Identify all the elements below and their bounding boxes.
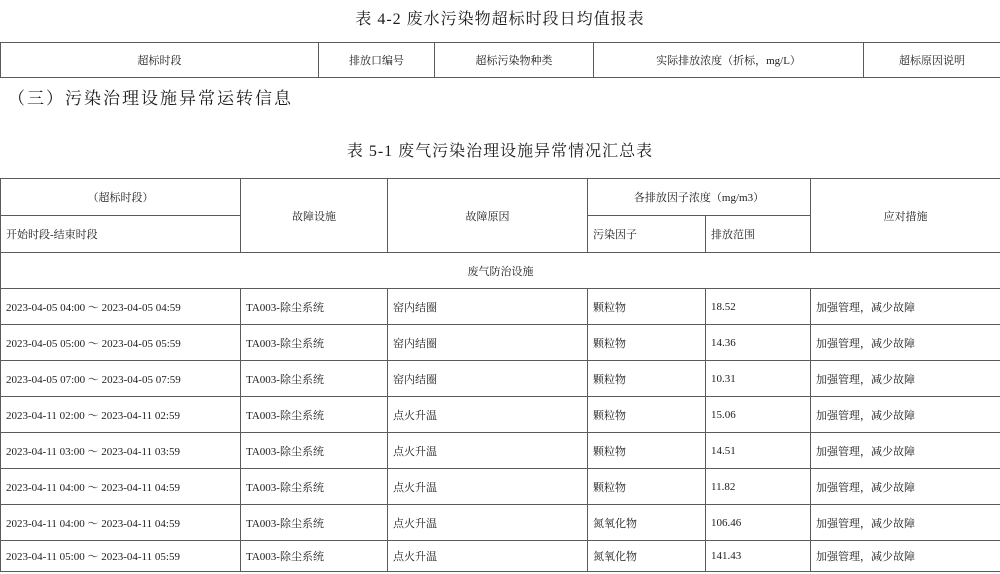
table-row: [1, 397, 1000, 433]
cell-reason: 点火升温: [388, 397, 588, 433]
cell-facility: TA003-除尘系统: [241, 541, 388, 572]
cell-value: 15.06: [706, 397, 811, 433]
table2-header-emission-range: 排放范围: [706, 216, 811, 253]
cell-measure: 加强管理，减少故障: [811, 433, 1000, 469]
table2-header-pollution-factor: 污染因子: [588, 216, 706, 253]
cell-measure: 加强管理，减少故障: [811, 325, 1000, 361]
category-row: [1, 253, 1000, 289]
cell-time: 2023-04-05 04:00 ～ 2023-04-05 04:59: [1, 289, 241, 325]
table-row: [1, 541, 1000, 572]
table1-header-pollutant-type: 超标污染物种类: [435, 43, 594, 78]
cell-facility: TA003-除尘系统: [241, 469, 388, 505]
cell-factor: 颗粒物: [588, 361, 706, 397]
cell-factor: 颗粒物: [588, 397, 706, 433]
cell-facility: TA003-除尘系统: [241, 289, 388, 325]
cell-reason: 窑内结圈: [388, 325, 588, 361]
table1-header-exceedance-period: 超标时段: [1, 43, 319, 78]
cell-reason: 点火升温: [388, 505, 588, 541]
table2-header-fault-reason: 故障原因: [388, 179, 588, 253]
cell-factor: 氮氧化物: [588, 541, 706, 572]
table1-header-outlet-number: 排放口编号: [319, 43, 435, 78]
cell-value: 14.36: [706, 325, 811, 361]
cell-time: 2023-04-05 07:00 ～ 2023-04-05 07:59: [1, 361, 241, 397]
table1-header-actual-concentration: 实际排放浓度（折标，mg/L）: [594, 43, 864, 78]
cell-measure: 加强管理，减少故障: [811, 289, 1000, 325]
cell-factor: 颗粒物: [588, 469, 706, 505]
table-row: [1, 505, 1000, 541]
table1-header-reason: 超标原因说明: [864, 43, 1000, 78]
cell-facility: TA003-除尘系统: [241, 505, 388, 541]
wastewater-exceedance-table: [0, 42, 1000, 78]
table1-title: 表 4-2 废水污染物超标时段日均值报表: [355, 11, 645, 28]
cell-time: 2023-04-11 05:00 ～ 2023-04-11 05:59: [1, 541, 241, 572]
cell-time: 2023-04-11 02:00 ～ 2023-04-11 02:59: [1, 397, 241, 433]
cell-reason: 点火升温: [388, 469, 588, 505]
table2-title: 表 5-1 废气污染治理设施异常情况汇总表: [346, 143, 654, 160]
cell-time: 2023-04-11 04:00 ～ 2023-04-11 04:59: [1, 505, 241, 541]
cell-facility: TA003-除尘系统: [241, 361, 388, 397]
cell-measure: 加强管理，减少故障: [811, 397, 1000, 433]
table2-header-time-group: （超标时段）: [1, 179, 241, 216]
cell-time: 2023-04-11 03:00 ～ 2023-04-11 03:59: [1, 433, 241, 469]
cell-value: 11.82: [706, 469, 811, 505]
cell-measure: 加强管理，减少故障: [811, 541, 1000, 572]
cell-value: 14.51: [706, 433, 811, 469]
cell-reason: 窑内结圈: [388, 361, 588, 397]
table1-header-row: [1, 43, 1000, 78]
cell-facility: TA003-除尘系统: [241, 433, 388, 469]
table-row: [1, 361, 1000, 397]
cell-factor: 颗粒物: [588, 325, 706, 361]
cell-value: 106.46: [706, 505, 811, 541]
cell-factor: 颗粒物: [588, 433, 706, 469]
cell-value: 10.31: [706, 361, 811, 397]
cell-factor: 氮氧化物: [588, 505, 706, 541]
cell-measure: 加强管理，减少故障: [811, 469, 1000, 505]
table-row: [1, 325, 1000, 361]
cell-time: 2023-04-05 05:00 ～ 2023-04-05 05:59: [1, 325, 241, 361]
table2-header-faulty-facility: 故障设施: [241, 179, 388, 253]
cell-facility: TA003-除尘系统: [241, 397, 388, 433]
table2-header-row-top: [1, 179, 1000, 216]
table2-header-measures: 应对措施: [811, 179, 1000, 253]
cell-facility: TA003-除尘系统: [241, 325, 388, 361]
cell-measure: 加强管理，减少故障: [811, 505, 1000, 541]
gas-treatment-abnormal-table: [0, 178, 1000, 572]
category-label: 废气防治设施: [1, 253, 1000, 289]
cell-factor: 颗粒物: [588, 289, 706, 325]
cell-time: 2023-04-11 04:00 ～ 2023-04-11 04:59: [1, 469, 241, 505]
cell-reason: 点火升温: [388, 541, 588, 572]
cell-value: 141.43: [706, 541, 811, 572]
table2-header-time-detail: 开始时段-结束时段: [1, 216, 241, 253]
table-row: [1, 469, 1000, 505]
section-heading: （三）污染治理设施异常运转信息: [8, 89, 293, 108]
table-row: [1, 289, 1000, 325]
cell-reason: 窑内结圈: [388, 289, 588, 325]
cell-reason: 点火升温: [388, 433, 588, 469]
table-row: [1, 433, 1000, 469]
cell-value: 18.52: [706, 289, 811, 325]
cell-measure: 加强管理，减少故障: [811, 361, 1000, 397]
table2-header-emission-factor-concentration: 各排放因子浓度（mg/m3）: [588, 179, 811, 216]
